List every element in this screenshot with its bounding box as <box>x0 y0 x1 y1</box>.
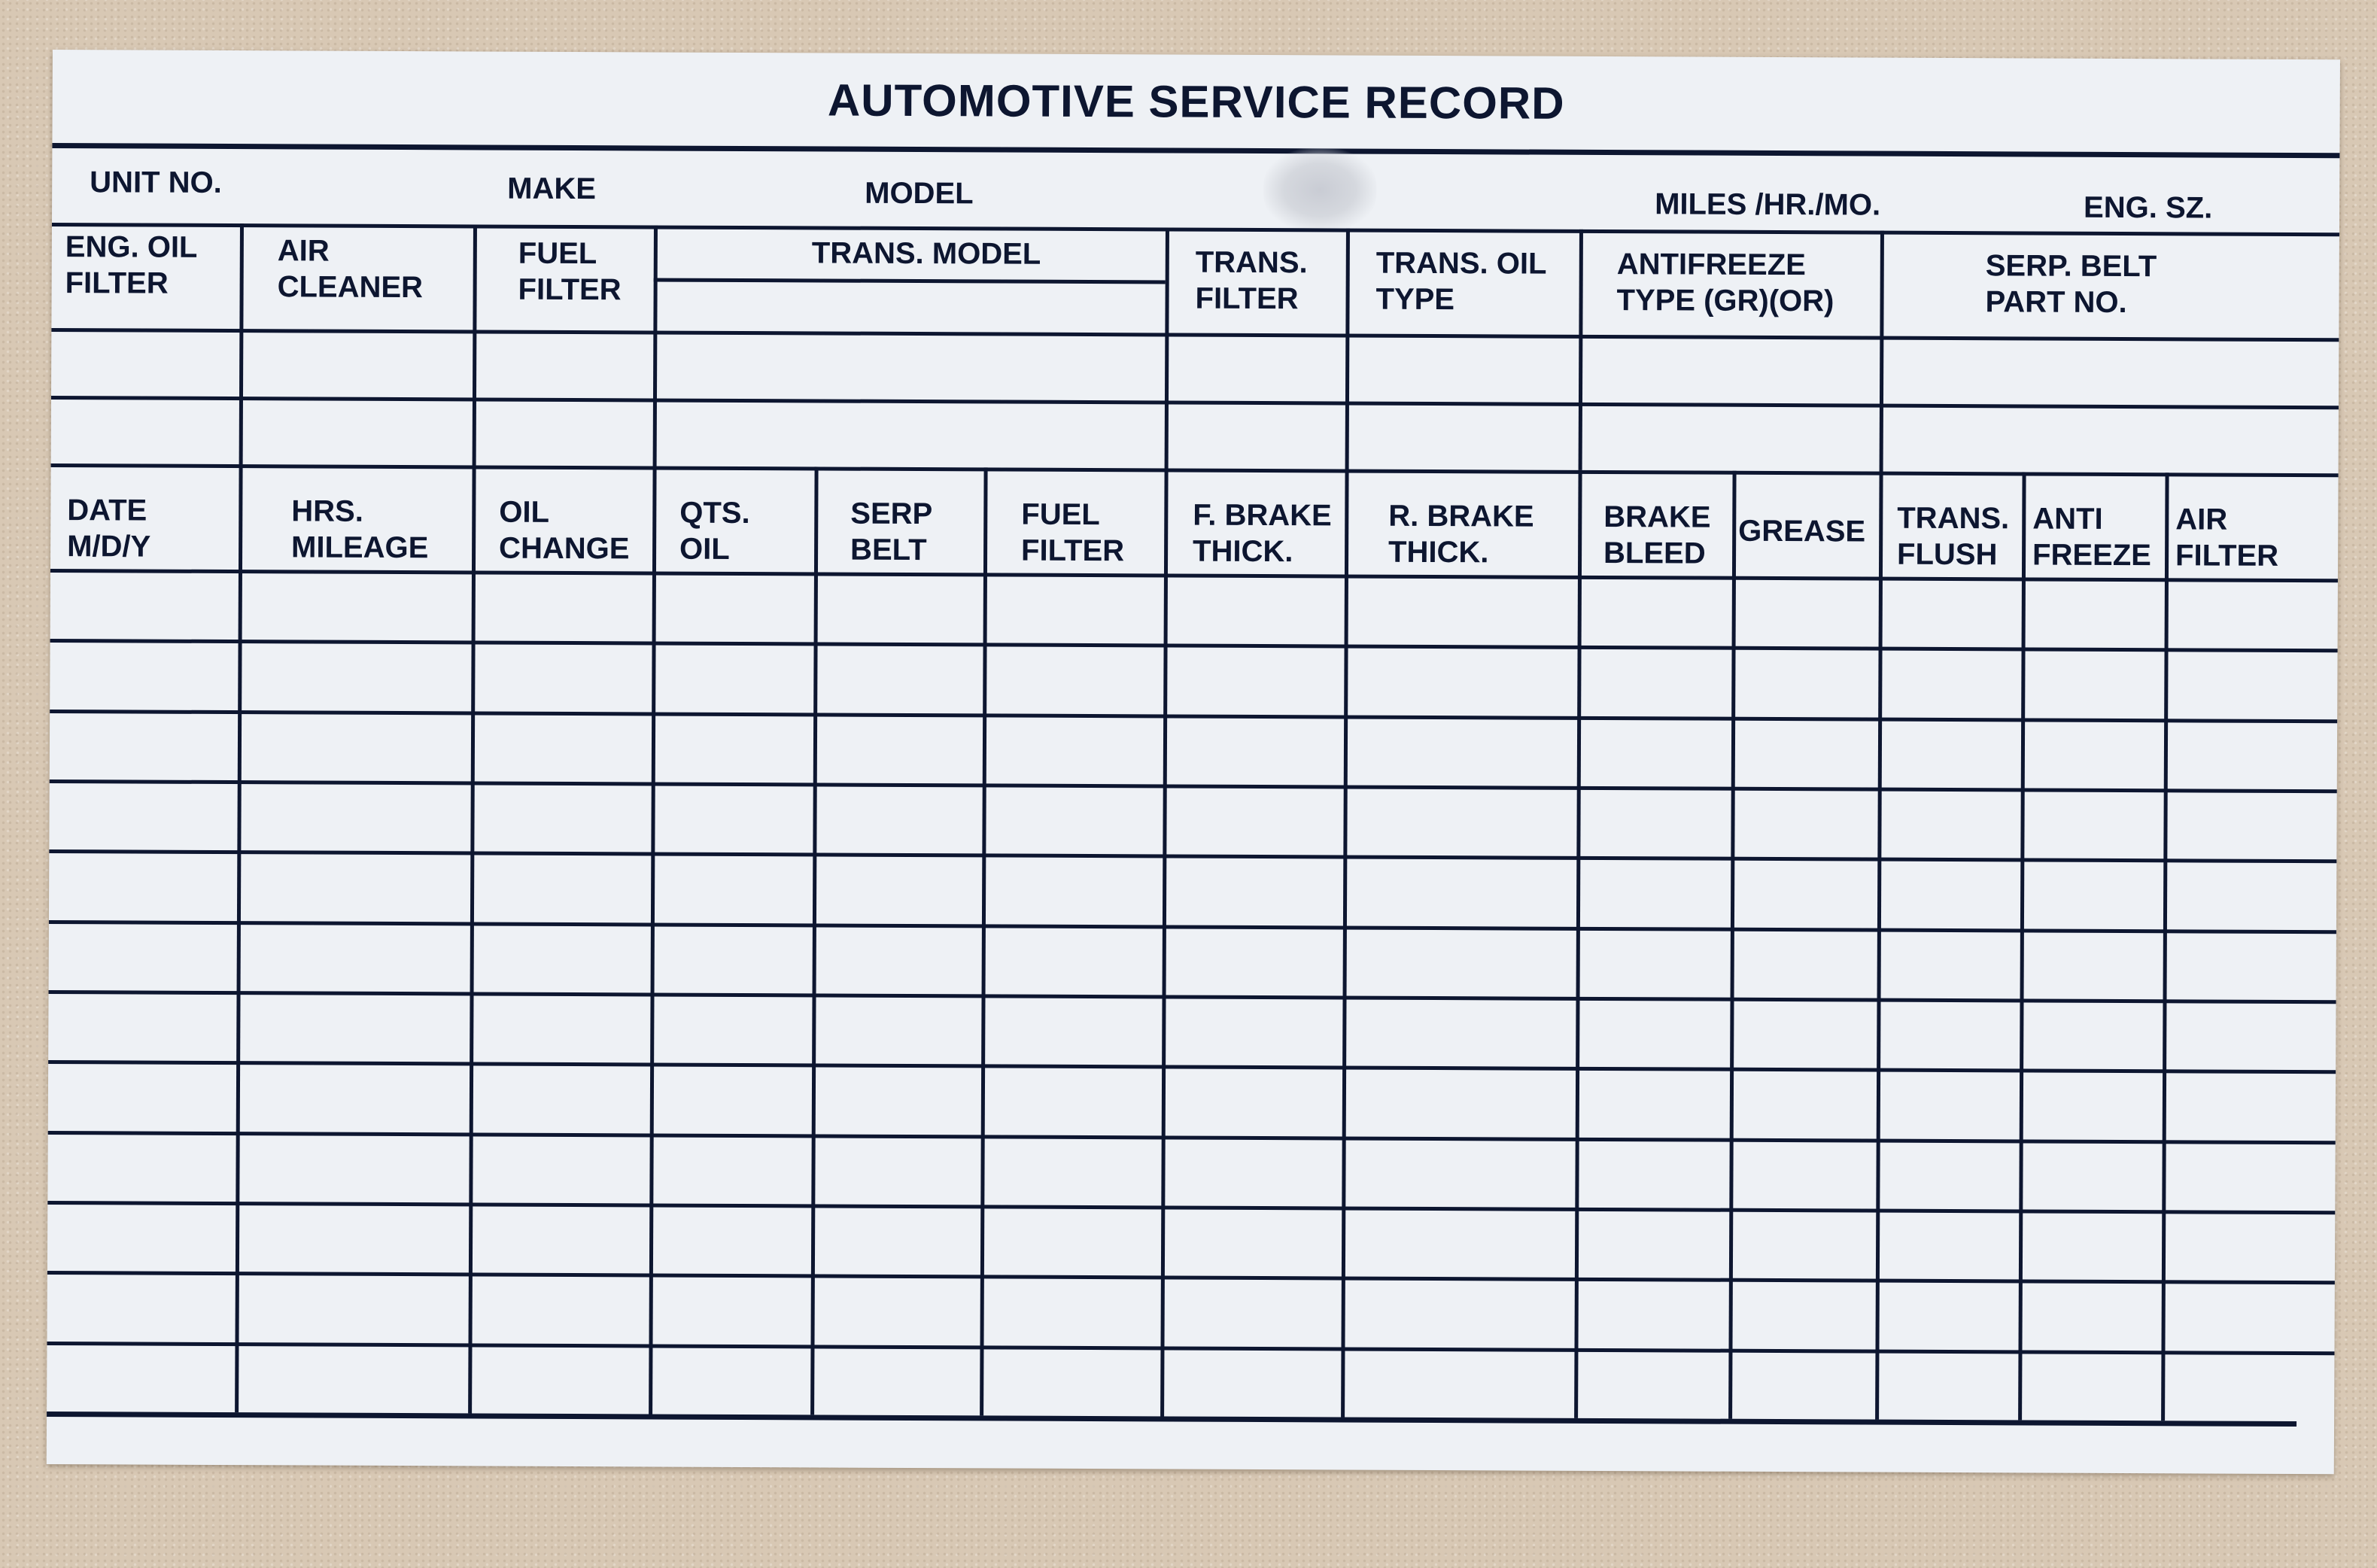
service-entry-cell[interactable] <box>1880 1284 2017 1348</box>
service-column-header: F. BRAKE THICK. <box>1193 498 1332 569</box>
service-entry-cell[interactable] <box>2166 1214 2333 1279</box>
service-entry-cell[interactable] <box>476 575 651 640</box>
parts-grid-line <box>1579 229 1583 470</box>
service-entry-cell[interactable] <box>473 1278 648 1342</box>
service-entry-cell[interactable] <box>54 714 236 779</box>
service-entry-cell[interactable] <box>473 1207 648 1272</box>
service-entry-cell[interactable] <box>2168 864 2335 928</box>
service-entry-cell[interactable] <box>1169 578 1343 643</box>
service-column-header: GREASE <box>1738 514 1866 548</box>
service-entry-cell[interactable] <box>2026 652 2163 717</box>
service-entry-cell[interactable] <box>1882 792 2019 857</box>
service-entry-cell[interactable] <box>1733 1353 1874 1418</box>
service-entry-cell[interactable] <box>242 644 470 710</box>
make-label: MAKE <box>507 172 597 206</box>
service-entry-cell[interactable] <box>1166 1140 1340 1205</box>
service-entry-cell[interactable] <box>1348 790 1575 855</box>
service-entry-cell[interactable] <box>1734 1213 1874 1278</box>
service-entry-cell[interactable] <box>1347 1071 1574 1136</box>
service-entry-cell[interactable] <box>1346 1211 1573 1277</box>
service-entry-cell[interactable] <box>1579 1282 1727 1347</box>
service-entry-cell[interactable] <box>240 1136 467 1202</box>
service-entry-cell[interactable] <box>816 1279 979 1344</box>
service-entry-cell[interactable] <box>1735 931 1876 996</box>
service-entry-cell[interactable] <box>1880 1214 2017 1278</box>
parts-grid-line <box>51 328 2339 342</box>
service-entry-cell[interactable] <box>1166 999 1341 1064</box>
service-entry-cell[interactable] <box>1579 1142 1728 1207</box>
service-entry-cell[interactable] <box>2025 863 2162 928</box>
service-entry-cell[interactable] <box>2026 582 2163 646</box>
parts-column-header: TRANS. OIL TYPE <box>1375 246 1547 317</box>
service-entry-cell[interactable] <box>988 577 1163 642</box>
parts-grid-line <box>51 463 2339 477</box>
service-entry-cell[interactable] <box>985 1280 1160 1345</box>
service-entry-cell[interactable] <box>657 576 813 641</box>
service-entry-cell[interactable] <box>2024 1074 2161 1138</box>
service-entry-cell[interactable] <box>1166 1210 1340 1275</box>
service-entry-cell[interactable] <box>55 573 237 638</box>
service-entry-cell[interactable] <box>54 643 236 708</box>
service-entry-cell[interactable] <box>654 1278 810 1343</box>
service-column-header: OIL CHANGE <box>499 495 630 566</box>
service-entry-cell[interactable] <box>2025 933 2162 998</box>
service-entry-cell[interactable] <box>655 787 811 852</box>
service-column-header: R. BRAKE THICK. <box>1388 499 1534 570</box>
service-entry-cell[interactable] <box>986 928 1161 993</box>
service-entry-cell[interactable] <box>1165 1351 1339 1415</box>
service-entry-cell[interactable] <box>1882 862 2019 927</box>
service-entry-cell[interactable] <box>473 1348 647 1412</box>
service-entry-cell[interactable] <box>474 996 649 1061</box>
parts-grid-line <box>653 225 658 466</box>
service-entry-cell[interactable] <box>986 858 1161 923</box>
service-entry-cell[interactable] <box>1348 719 1576 785</box>
redacted-area <box>1263 148 1376 232</box>
service-column-header: TRANS. FLUSH <box>1897 501 2010 572</box>
parts-column-header: AIR CLEANER <box>277 234 424 305</box>
service-entry-cell[interactable] <box>1734 1002 1875 1067</box>
parts-grid-line <box>1165 227 1169 468</box>
service-entry-cell[interactable] <box>984 1350 1159 1415</box>
service-entry-cell[interactable] <box>656 716 812 781</box>
service-entry-cell[interactable] <box>1347 1001 1574 1066</box>
service-entry-cell[interactable] <box>2169 653 2336 718</box>
service-entry-cell[interactable] <box>1349 579 1576 645</box>
parts-grid-line <box>473 224 477 465</box>
service-entry-cell[interactable] <box>476 716 650 780</box>
service-entry-cell[interactable] <box>816 1068 980 1133</box>
service-entry-cell[interactable] <box>1166 1281 1340 1345</box>
service-entry-cell[interactable] <box>818 717 981 782</box>
service-entry-cell[interactable] <box>2026 722 2163 787</box>
service-column-header: SERP BELT <box>850 497 933 567</box>
service-entry-cell[interactable] <box>1346 1141 1573 1206</box>
parts-column-header: ANTIFREEZE TYPE (GR)(OR) <box>1616 248 1834 318</box>
parts-column-header: TRANS. FILTER <box>1195 245 1308 316</box>
service-entry-cell[interactable] <box>475 856 649 921</box>
parts-grid-line <box>654 278 1166 284</box>
service-entry-cell[interactable] <box>1882 932 2019 997</box>
service-entry-cell[interactable] <box>52 1205 234 1270</box>
service-column-header: DATE M/D/Y <box>67 494 151 564</box>
parts-column-header: TRANS. MODEL <box>811 236 1041 271</box>
service-entry-cell[interactable] <box>1880 1354 2017 1418</box>
service-entry-cell[interactable] <box>1166 1070 1341 1135</box>
parts-column-header: ENG. OIL FILTER <box>65 230 198 300</box>
service-entry-cell[interactable] <box>1737 581 1877 646</box>
service-entry-cell[interactable] <box>1883 582 2020 646</box>
service-entry-cell[interactable] <box>1168 719 1342 783</box>
service-entry-cell[interactable] <box>819 576 982 641</box>
service-entry-cell[interactable] <box>1881 1073 2018 1138</box>
service-column-header: AIR FILTER <box>2175 503 2279 573</box>
service-entry-cell[interactable] <box>986 998 1160 1063</box>
service-entry-cell[interactable] <box>242 785 469 850</box>
miles-label: MILES /HR./MO. <box>1655 187 1881 222</box>
service-entry-cell[interactable] <box>985 1209 1160 1274</box>
service-entry-cell[interactable] <box>1579 1353 1727 1418</box>
service-entry-cell[interactable] <box>1580 1001 1728 1066</box>
service-entry-cell[interactable] <box>1581 931 1729 996</box>
service-entry-cell[interactable] <box>1346 1281 1573 1347</box>
service-entry-cell[interactable] <box>2166 1355 2333 1420</box>
service-entry-cell[interactable] <box>1579 1212 1728 1277</box>
service-entry-cell[interactable] <box>986 788 1161 852</box>
service-entry-cell[interactable] <box>653 1348 809 1413</box>
parts-grid-line <box>1880 231 1884 472</box>
service-entry-cell[interactable] <box>240 1276 467 1342</box>
service-entry-cell[interactable] <box>1736 651 1877 716</box>
service-column-header: QTS. OIL <box>679 496 750 566</box>
service-entry-cell[interactable] <box>1582 721 1730 786</box>
service-entry-cell[interactable] <box>1883 652 2020 716</box>
service-entry-cell[interactable] <box>1167 929 1342 994</box>
service-entry-cell[interactable] <box>1734 1142 1874 1207</box>
service-entry-cell[interactable] <box>815 1349 978 1414</box>
service-entry-cell[interactable] <box>53 995 235 1059</box>
service-entry-cell[interactable] <box>52 1135 234 1200</box>
service-entry-cell[interactable] <box>241 995 468 1061</box>
page-title: AUTOMOTIVE SERVICE RECORD <box>827 74 1565 129</box>
service-entry-cell[interactable] <box>817 787 980 852</box>
parts-grid-line <box>1345 229 1350 469</box>
service-entry-cell[interactable] <box>53 925 236 989</box>
parts-grid-line <box>51 396 2339 409</box>
service-entry-cell[interactable] <box>986 1069 1160 1134</box>
service-entry-cell[interactable] <box>1880 1143 2017 1208</box>
service-column-header: ANTI FREEZE <box>2032 502 2151 573</box>
service-entry-cell[interactable] <box>475 786 649 850</box>
service-entry-cell[interactable] <box>1348 649 1576 715</box>
service-entry-cell[interactable] <box>987 648 1162 713</box>
service-entry-cell[interactable] <box>1734 1072 1875 1137</box>
service-entry-cell[interactable] <box>474 1067 649 1132</box>
service-entry-cell[interactable] <box>2168 793 2335 858</box>
service-entry-cell[interactable] <box>1735 792 1876 856</box>
service-entry-cell[interactable] <box>1581 861 1729 925</box>
service-entry-cell[interactable] <box>817 858 980 922</box>
service-entry-cell[interactable] <box>2168 934 2335 998</box>
service-entry-cell[interactable] <box>654 1208 810 1273</box>
service-entry-cell[interactable] <box>2023 1144 2160 1208</box>
service-entry-cell[interactable] <box>655 998 810 1062</box>
service-entry-cell[interactable] <box>2025 792 2162 857</box>
service-entry-cell[interactable] <box>655 857 811 922</box>
service-entry-cell[interactable] <box>1733 1283 1874 1348</box>
service-entry-cell[interactable] <box>816 1138 979 1203</box>
service-entry-cell[interactable] <box>2023 1354 2160 1419</box>
service-entry-cell[interactable] <box>818 647 981 712</box>
service-entry-cell[interactable] <box>240 1206 467 1272</box>
service-entry-cell[interactable] <box>1348 860 1575 925</box>
title-rule <box>52 143 2339 158</box>
service-record-card <box>47 50 2340 1474</box>
service-entry-cell[interactable] <box>1167 859 1342 924</box>
service-entry-cell[interactable] <box>243 574 470 640</box>
service-entry-cell[interactable] <box>987 718 1162 782</box>
service-column-header: BRAKE BLEED <box>1603 500 1711 570</box>
service-entry-cell[interactable] <box>1582 650 1730 715</box>
service-entry-cell[interactable] <box>985 1139 1160 1204</box>
service-entry-cell[interactable] <box>473 1137 648 1202</box>
model-label: MODEL <box>865 176 974 211</box>
parts-column-header: SERP. BELT PART NO. <box>1985 249 2157 320</box>
service-entry-cell[interactable] <box>476 646 650 710</box>
service-entry-cell[interactable] <box>2024 1003 2161 1068</box>
parts-column-header: FUEL FILTER <box>518 236 622 307</box>
service-entry-cell[interactable] <box>53 784 236 849</box>
service-entry-cell[interactable] <box>1883 722 2020 786</box>
service-entry-cell[interactable] <box>1581 791 1729 855</box>
service-entry-cell[interactable] <box>1168 649 1342 713</box>
service-entry-cell[interactable] <box>2023 1284 2160 1349</box>
service-entry-cell[interactable] <box>1582 580 1731 645</box>
service-entry-cell[interactable] <box>1736 721 1877 786</box>
eng-sz-label: ENG. SZ. <box>2084 190 2213 225</box>
service-entry-cell[interactable] <box>51 1346 233 1411</box>
service-entry-cell[interactable] <box>817 928 980 992</box>
service-entry-cell[interactable] <box>241 1065 468 1131</box>
service-entry-cell[interactable] <box>2167 1004 2334 1068</box>
service-entry-cell[interactable] <box>1345 1351 1573 1417</box>
service-entry-cell[interactable] <box>816 998 980 1062</box>
service-entry-cell[interactable] <box>53 854 236 919</box>
service-entry-cell[interactable] <box>816 1208 979 1273</box>
service-entry-cell[interactable] <box>1580 1071 1728 1136</box>
service-entry-cell[interactable] <box>2169 723 2336 788</box>
service-entry-cell[interactable] <box>1881 1003 2018 1068</box>
service-entry-cell[interactable] <box>1348 930 1575 995</box>
parts-grid-line <box>239 223 244 464</box>
service-entry-cell[interactable] <box>1167 789 1342 853</box>
service-entry-cell[interactable] <box>655 1068 810 1132</box>
service-entry-cell[interactable] <box>2167 1074 2334 1139</box>
service-entry-cell[interactable] <box>2166 1285 2333 1350</box>
service-entry-cell[interactable] <box>475 926 649 991</box>
service-entry-cell[interactable] <box>52 1275 234 1340</box>
service-column-header: HRS. MILEAGE <box>291 494 429 565</box>
unit-no-label: UNIT NO. <box>90 166 222 199</box>
service-entry-cell[interactable] <box>1735 861 1876 926</box>
service-entry-cell[interactable] <box>655 927 811 992</box>
service-entry-cell[interactable] <box>2166 1144 2333 1209</box>
service-entry-cell[interactable] <box>656 646 812 711</box>
service-entry-cell[interactable] <box>654 1138 810 1202</box>
service-entry-cell[interactable] <box>239 1347 467 1412</box>
service-entry-cell[interactable] <box>53 1065 235 1129</box>
service-entry-cell[interactable] <box>242 715 470 780</box>
service-column-header: FUEL FILTER <box>1021 497 1125 568</box>
service-entry-cell[interactable] <box>2023 1214 2160 1278</box>
service-entry-cell[interactable] <box>242 925 469 991</box>
service-entry-cell[interactable] <box>242 855 469 920</box>
service-entry-cell[interactable] <box>2169 582 2336 647</box>
